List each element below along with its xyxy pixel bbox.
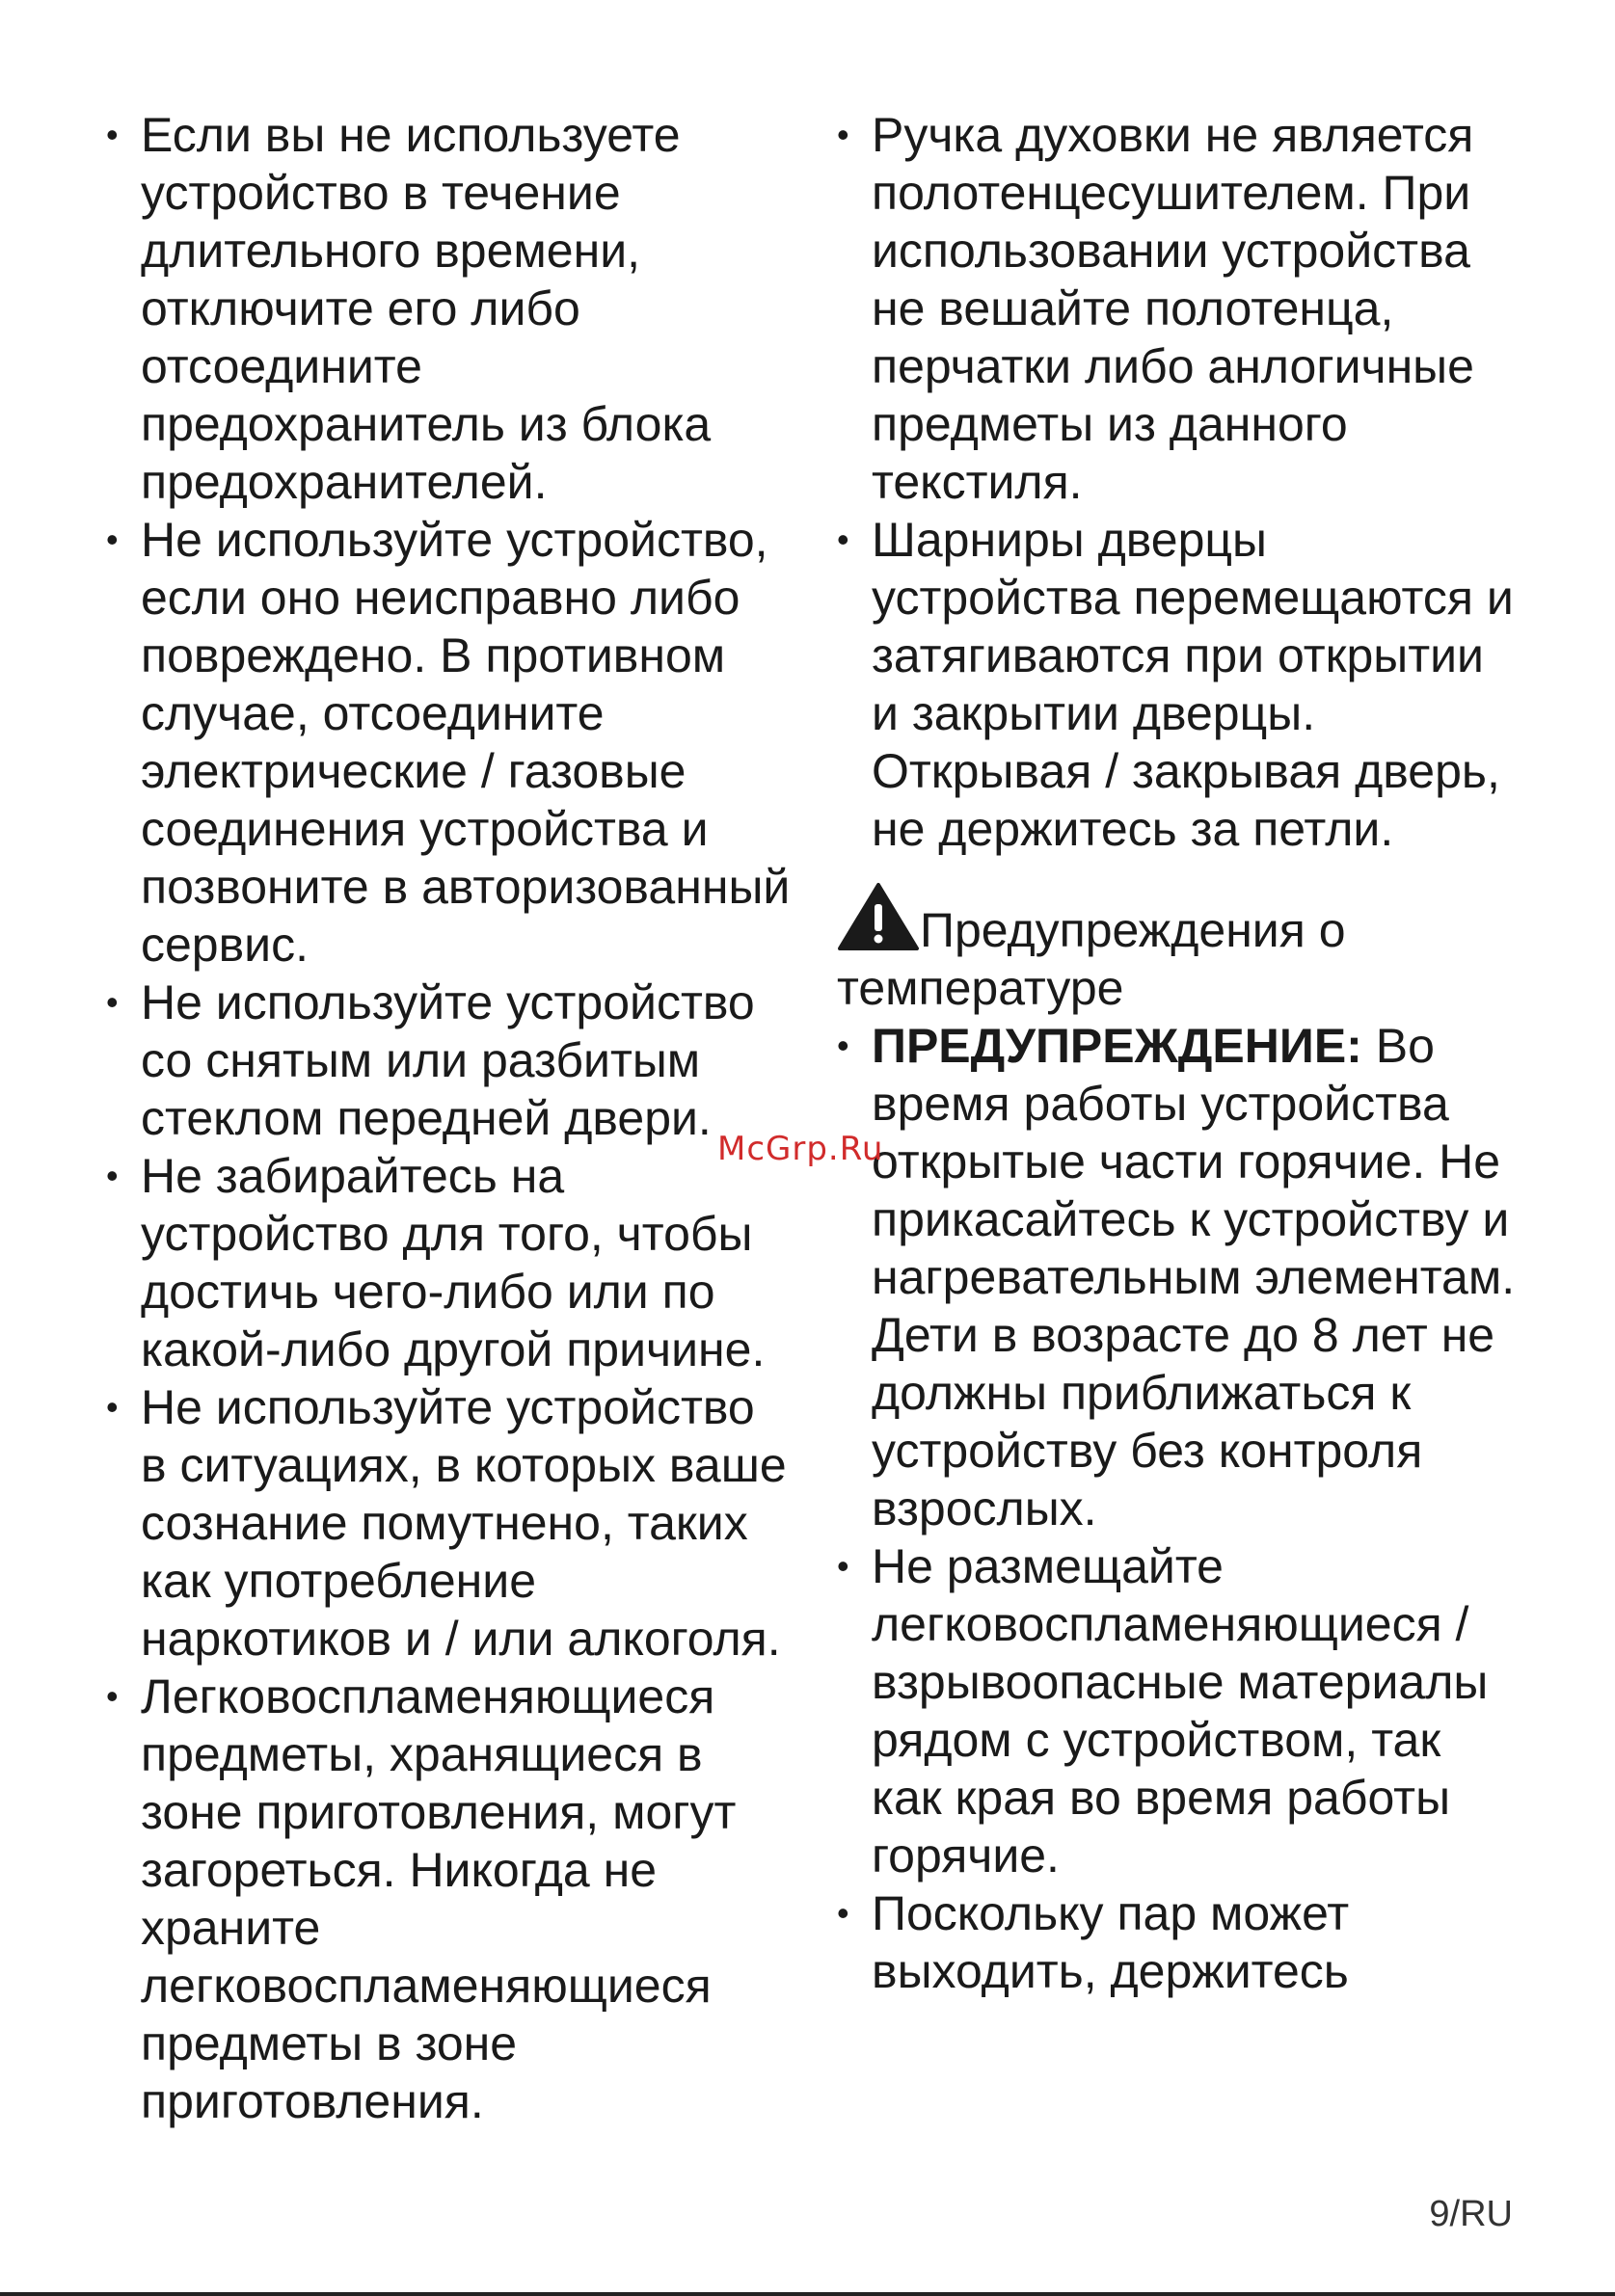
list-item-warning <box>837 1017 1521 1537</box>
bullet-icon: • <box>837 1893 849 1933</box>
list-item <box>837 1884 1521 2000</box>
list-item-text: Поскольку пар может выходить, держитесь <box>872 1886 1350 1998</box>
list-item <box>106 1147 791 1378</box>
bullet-icon: • <box>106 115 119 154</box>
bullet-icon: • <box>837 520 849 559</box>
right-column <box>837 106 1521 2000</box>
list-item <box>837 106 1521 511</box>
list-item-text: Не забирайтесь на устройство для того, чтобы достичь чего-либо или по какой-либо другой причине. <box>141 1149 766 1376</box>
left-bullet-list <box>106 106 791 2130</box>
left-column <box>106 106 791 2130</box>
bullet-icon: • <box>106 1676 119 1716</box>
bullet-icon: • <box>106 520 119 559</box>
bullet-icon: • <box>106 1156 119 1195</box>
bottom-divider <box>0 2292 1615 2296</box>
warning-triangle-icon <box>837 881 920 952</box>
bullet-icon: • <box>106 1387 119 1427</box>
list-item <box>837 511 1521 858</box>
list-item-text: Не используйте устройство, если оно неисправно либо повреждено. В противном случае, отсоедините электрические / газовые соединения устройства и позвоните в авторизованный сервис. <box>141 513 791 972</box>
list-item-text: Если вы не используете устройство в течение длительного времени, отключите его либо отсоедините предохранитель из блока предохранителей. <box>141 108 712 509</box>
section-heading <box>837 881 1521 1017</box>
warning-label: ПРЕДУПРЕЖДЕНИЕ: <box>872 1019 1362 1073</box>
list-item <box>106 974 791 1147</box>
right-bullet-list-bottom <box>837 1017 1521 2000</box>
watermark: McGrp.Ru <box>717 1130 884 1168</box>
list-item-text: Не используйте устройство со снятым или разбитым стеклом передней двери. <box>141 975 755 1145</box>
right-bullet-list-top <box>837 106 1521 858</box>
list-item <box>106 511 791 974</box>
list-item-text: Ручка духовки не является полотенцесушителем. При использовании устройства не вешайте полотенца, перчатки либо анлогичные предметы из данного текстиля. <box>872 108 1474 509</box>
page-number: 9/RU <box>1429 2194 1513 2234</box>
bullet-icon: • <box>106 982 119 1022</box>
bullet-icon: • <box>837 115 849 154</box>
list-item <box>837 1537 1521 1884</box>
bullet-icon: • <box>837 1026 849 1065</box>
list-item-text: Не используйте устройство в ситуациях, в которых ваше сознание помутнено, таких как употребление наркотиков и / или алкоголя. <box>141 1380 787 1666</box>
list-item-text: Шарниры дверцы устройства перемещаются и затягиваются при открытии и закрытии дверцы. Открывая / закрывая дверь, не держитесь за петли. <box>872 513 1514 856</box>
list-item-text: Во время работы устройства открытые части горячие. Не прикасайтесь к устройству и нагревательным элементам. Дети в возрасте до 8 лет не должны приближаться к устройству без контроля взрослых. <box>872 1019 1516 1535</box>
list-item <box>106 106 791 511</box>
list-item <box>106 1668 791 2130</box>
list-item-text: Не размещайте легковоспламеняющиеся / взрывоопасные материалы рядом с устройством, так как края во время работы горячие. <box>872 1539 1489 1882</box>
section-heading-text: Предупреждения о температуре <box>837 903 1346 1015</box>
list-item-text: Легковоспламеняющиеся предметы, хранящиеся в зоне приготовления, могут загореться. Никогда не храните легковоспламеняющиеся предметы в зоне приготовления. <box>141 1669 737 2128</box>
bullet-icon: • <box>837 1546 849 1586</box>
list-item <box>106 1378 791 1668</box>
